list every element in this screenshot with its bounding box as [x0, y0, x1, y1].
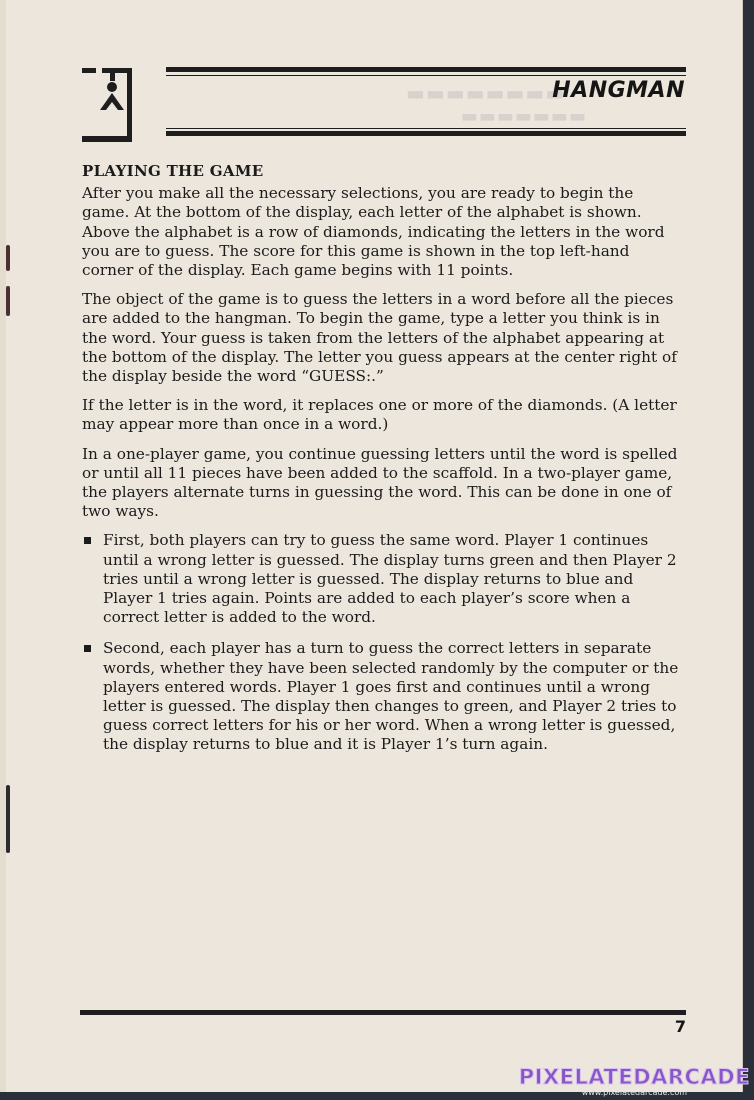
page-content	[82, 162, 682, 767]
bullet-text: Second, each player has a turn to guess the correct letters in separate words, whether they have been selected randomly by the computer or the players entered words. Player 1 goes first and continues until a wrong letter is guessed. The display then changes to green, and Player 2 tries to guess correct letters for his or her word. When a wrong letter is guessed, the display returns to blue and it is Player 1’s turn again.	[103, 639, 679, 754]
square-bullet-icon	[84, 645, 91, 652]
bullet-item	[82, 639, 682, 754]
paragraph: The object of the game is to guess the letters in a word before all the pieces are added to the hangman. To begin the game, type a letter you think is in the word. Your guess is taken from the letters of the alphabet appearing at the bottom of the display. The letter you guess appears at the center right of the display beside the word “GUESS:.”	[82, 290, 677, 386]
page-spine	[0, 0, 6, 1092]
page-number: 7	[674, 1017, 686, 1036]
binding-staple	[6, 785, 10, 853]
page-title: HANGMAN	[552, 78, 685, 103]
paragraph: If the letter is in the word, it replaces one or more of the diamonds. (A letter may appear more than once in a word.)	[82, 396, 677, 434]
header-bottom-rule-thin	[166, 128, 686, 129]
binding-staple	[6, 245, 10, 271]
square-bullet-icon	[84, 537, 91, 544]
bleed-through-text: ▬▬▬▬▬▬▬▬	[405, 81, 565, 105]
binding-staple	[6, 286, 10, 316]
header-top-rule-thin	[166, 75, 686, 76]
watermark-url: www.pixelatedarcade.com	[581, 1088, 688, 1097]
footer-rule	[80, 1010, 686, 1015]
bullet-item	[82, 531, 682, 627]
paragraph: After you make all the necessary selections, you are ready to begin the game. At the bottom of the display, each letter of the alphabet is shown. Above the alphabet is a row of diamonds, indicating the letters in the word you are to guess. The score for this game is shown in the top left-hand corner of the display. Each game begins with 11 points.	[82, 184, 665, 280]
bullet-text: First, both players can try to guess the same word. Player 1 continues until a wrong letter is guessed. The display turns green and then Player 2 tries until a wrong letter is guessed. The display returns to blue and Player 1 tries again. Points are added to each player’s score when a correct letter is added to the word.	[103, 531, 677, 627]
watermark	[519, 1066, 750, 1097]
section-heading: PLAYING THE GAME	[82, 162, 264, 180]
paragraph: In a one-player game, you continue guessing letters until the word is spelled or until all 11 pieces have been added to the scaffold. In a two-player game, the players alternate turns in guessing the word. This can be done in one of two ways.	[82, 444, 678, 521]
hangman-logo-icon	[80, 66, 138, 144]
header-bottom-rule	[166, 131, 686, 136]
watermark-name: PIXELATEDARCADE	[518, 1065, 750, 1089]
bleed-through-text: ▬▬▬▬▬▬▬	[460, 106, 587, 127]
header-top-rule	[166, 67, 686, 72]
